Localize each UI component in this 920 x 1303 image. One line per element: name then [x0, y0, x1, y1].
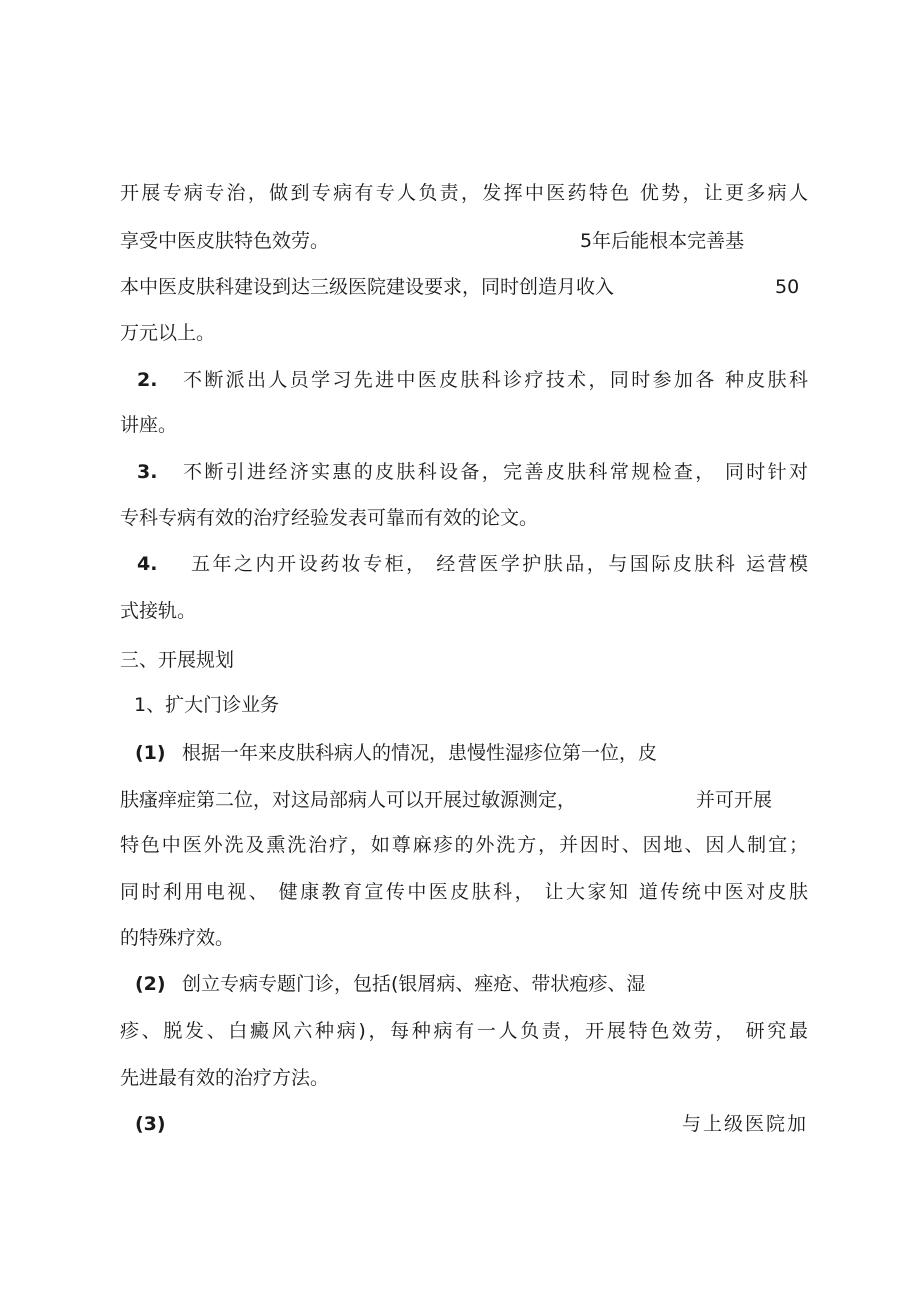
subsection-heading: 1、扩大门诊业务 [134, 694, 280, 716]
line-segment: 享受中医皮肤特色效劳。 [120, 230, 330, 252]
paragraph-line: 开展专病专治，做到专病有专人负责，发挥中医药特色 优势，让更多病人 [120, 182, 808, 204]
paragraph-line: 的特殊疗效。 [120, 927, 235, 949]
paragraph-line: 式接轨。 [120, 600, 197, 622]
list-item [120, 460, 808, 484]
list-number: (1) [135, 742, 166, 764]
list-item [120, 368, 808, 392]
paragraph-line: 特色中医外洗及熏洗治疗，如尊麻疹的外洗方，并因时、因地、因人制宜； [120, 834, 808, 856]
line-segment: 五年之内开设药妆专柜， 经营医学护肤品，与国际皮肤科 运营模 [191, 553, 808, 575]
line-segment: 本中医皮肤科建设到达三级医院建设要求，同时创造月收入 [120, 276, 615, 298]
list-number: 2. [137, 369, 158, 391]
line-segment: 5年后能根本完善基 [580, 230, 745, 252]
list-item [120, 741, 808, 765]
list-item [120, 552, 808, 576]
paragraph-line [120, 229, 808, 253]
list-item [120, 1112, 808, 1136]
list-number: 4. [137, 553, 158, 575]
line-segment: 不断派出人员学习先进中医皮肤科诊疗技术，同时参加各 种皮肤科 [183, 369, 808, 391]
line-segment: 创立专病专题门诊，包括(银屑病、痤疮、带状疱疹、湿 [182, 973, 646, 995]
list-number: (2) [135, 973, 166, 995]
paragraph-line [120, 788, 808, 812]
line-segment: 肤瘙痒症第二位，对这局部病人可以开展过敏源测定， [120, 789, 577, 811]
line-segment: 50 [775, 276, 800, 298]
section-heading: 三、开展规划 [120, 649, 235, 671]
list-number: (3) [135, 1113, 166, 1135]
line-segment: 根据一年来皮肤科病人的情况，患慢性湿疹位第一位，皮 [182, 742, 658, 764]
list-item [120, 972, 808, 996]
paragraph-line: 万元以上。 [120, 322, 216, 344]
paragraph-line [120, 275, 808, 299]
line-segment: 与上级医院加 [681, 1113, 808, 1135]
line-segment: 并可开展 [696, 789, 773, 811]
paragraph-line: 同时利用电视、 健康教育宣传中医皮肤科， 让大家知 道传统中医对皮肤 [120, 881, 808, 903]
paragraph-line: 疹、脱发、白癜风六种病)，每种病有一人负责，开展特色效劳， 研究最 [120, 1020, 808, 1042]
paragraph-line: 讲座。 [120, 414, 178, 436]
paragraph-line: 专科专病有效的治疗经验发表可靠而有效的论文。 [120, 507, 539, 529]
list-number: 3. [137, 461, 158, 483]
paragraph-line: 先进最有效的治疗方法。 [120, 1067, 330, 1089]
line-segment: 不断引进经济实惠的皮肤科设备，完善皮肤科常规检查， 同时针对 [183, 461, 808, 483]
